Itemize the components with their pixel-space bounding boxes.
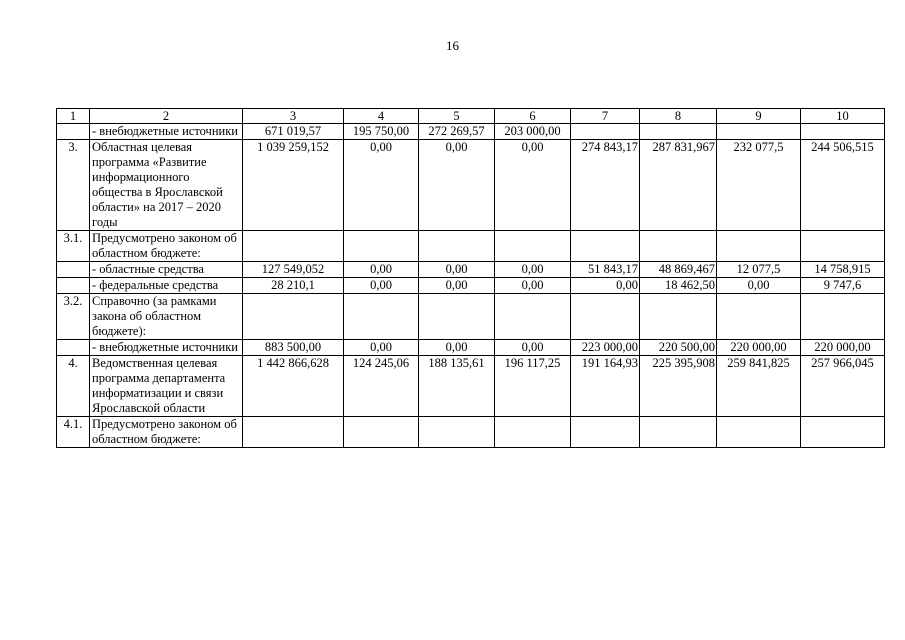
- row-number-cell: [57, 124, 90, 140]
- value-cell: 257 966,045: [801, 356, 885, 417]
- value-cell: 0,00: [419, 262, 495, 278]
- column-header: 7: [571, 109, 640, 124]
- column-header: 9: [717, 109, 801, 124]
- row-number-cell: [57, 262, 90, 278]
- value-cell: 671 019,57: [243, 124, 344, 140]
- value-cell: 0,00: [344, 262, 419, 278]
- value-cell: 0,00: [419, 140, 495, 231]
- budget-table: [56, 108, 885, 448]
- value-cell: 0,00: [419, 278, 495, 294]
- table-row: [57, 417, 885, 448]
- value-cell: [717, 124, 801, 140]
- value-cell: 124 245,06: [344, 356, 419, 417]
- row-name-cell: Предусмотрено законом об областном бюджете:: [90, 417, 243, 448]
- table-row: [57, 231, 885, 262]
- value-cell: 0,00: [495, 140, 571, 231]
- value-cell: 0,00: [495, 340, 571, 356]
- value-cell: [717, 294, 801, 340]
- value-cell: [344, 417, 419, 448]
- value-cell: 0,00: [344, 140, 419, 231]
- value-cell: 259 841,825: [717, 356, 801, 417]
- value-cell: [801, 124, 885, 140]
- column-header: 4: [344, 109, 419, 124]
- value-cell: [495, 294, 571, 340]
- column-header: 5: [419, 109, 495, 124]
- value-cell: 244 506,515: [801, 140, 885, 231]
- table-row: [57, 294, 885, 340]
- value-cell: [419, 231, 495, 262]
- row-number-cell: 3.2.: [57, 294, 90, 340]
- column-header: 6: [495, 109, 571, 124]
- value-cell: [640, 124, 717, 140]
- row-name-cell: - внебюджетные источники: [90, 124, 243, 140]
- value-cell: 51 843,17: [571, 262, 640, 278]
- value-cell: [243, 231, 344, 262]
- table-header-row: [57, 109, 885, 124]
- table-row: [57, 356, 885, 417]
- column-header: 8: [640, 109, 717, 124]
- value-cell: 0,00: [419, 340, 495, 356]
- value-cell: [640, 294, 717, 340]
- value-cell: 195 750,00: [344, 124, 419, 140]
- value-cell: [717, 231, 801, 262]
- value-cell: 223 000,00: [571, 340, 640, 356]
- value-cell: [344, 231, 419, 262]
- value-cell: [640, 231, 717, 262]
- value-cell: [571, 417, 640, 448]
- row-name-cell: Справочно (за рамками закона об областном бюджете):: [90, 294, 243, 340]
- page-number: 16: [446, 38, 459, 53]
- table-row: [57, 278, 885, 294]
- value-cell: 203 000,00: [495, 124, 571, 140]
- value-cell: 287 831,967: [640, 140, 717, 231]
- column-header: 1: [57, 109, 90, 124]
- value-cell: [495, 231, 571, 262]
- value-cell: [344, 294, 419, 340]
- row-name-cell: Предусмотрено законом об областном бюджете:: [90, 231, 243, 262]
- row-name-cell: - федеральные средства: [90, 278, 243, 294]
- value-cell: [243, 417, 344, 448]
- value-cell: 274 843,17: [571, 140, 640, 231]
- value-cell: [801, 417, 885, 448]
- row-number-cell: 4.1.: [57, 417, 90, 448]
- value-cell: 232 077,5: [717, 140, 801, 231]
- value-cell: 191 164,93: [571, 356, 640, 417]
- value-cell: 28 210,1: [243, 278, 344, 294]
- value-cell: 12 077,5: [717, 262, 801, 278]
- value-cell: 220 000,00: [717, 340, 801, 356]
- row-number-cell: [57, 340, 90, 356]
- value-cell: 0,00: [344, 278, 419, 294]
- value-cell: [243, 294, 344, 340]
- value-cell: 0,00: [717, 278, 801, 294]
- row-number-cell: 4.: [57, 356, 90, 417]
- value-cell: 220 000,00: [801, 340, 885, 356]
- value-cell: 196 117,25: [495, 356, 571, 417]
- value-cell: 883 500,00: [243, 340, 344, 356]
- column-header: 3: [243, 109, 344, 124]
- value-cell: 0,00: [495, 278, 571, 294]
- value-cell: [801, 231, 885, 262]
- value-cell: [801, 294, 885, 340]
- row-name-cell: Ведомственная целевая программа департамента информатизации и связи Ярославской области: [90, 356, 243, 417]
- row-name-cell: - внебюджетные источники: [90, 340, 243, 356]
- value-cell: [495, 417, 571, 448]
- value-cell: [717, 417, 801, 448]
- row-number-cell: 3.1.: [57, 231, 90, 262]
- value-cell: [640, 417, 717, 448]
- column-header: 10: [801, 109, 885, 124]
- column-header: 2: [90, 109, 243, 124]
- row-name-cell: - областные средства: [90, 262, 243, 278]
- value-cell: 0,00: [571, 278, 640, 294]
- row-number-cell: 3.: [57, 140, 90, 231]
- value-cell: 1 039 259,152: [243, 140, 344, 231]
- table-row: [57, 262, 885, 278]
- value-cell: 127 549,052: [243, 262, 344, 278]
- value-cell: [571, 124, 640, 140]
- value-cell: 272 269,57: [419, 124, 495, 140]
- value-cell: 1 442 866,628: [243, 356, 344, 417]
- row-number-cell: [57, 278, 90, 294]
- table-row: [57, 340, 885, 356]
- value-cell: 14 758,915: [801, 262, 885, 278]
- table-row: [57, 140, 885, 231]
- value-cell: 0,00: [495, 262, 571, 278]
- value-cell: 18 462,50: [640, 278, 717, 294]
- value-cell: [419, 417, 495, 448]
- value-cell: 9 747,6: [801, 278, 885, 294]
- value-cell: [571, 231, 640, 262]
- value-cell: 48 869,467: [640, 262, 717, 278]
- value-cell: 220 500,00: [640, 340, 717, 356]
- value-cell: [419, 294, 495, 340]
- table-row: [57, 124, 885, 140]
- row-name-cell: Областная целевая программа «Развитие информационного общества в Ярославской области» на 2017 – 2020 годы: [90, 140, 243, 231]
- value-cell: 0,00: [344, 340, 419, 356]
- value-cell: 188 135,61: [419, 356, 495, 417]
- value-cell: 225 395,908: [640, 356, 717, 417]
- value-cell: [571, 294, 640, 340]
